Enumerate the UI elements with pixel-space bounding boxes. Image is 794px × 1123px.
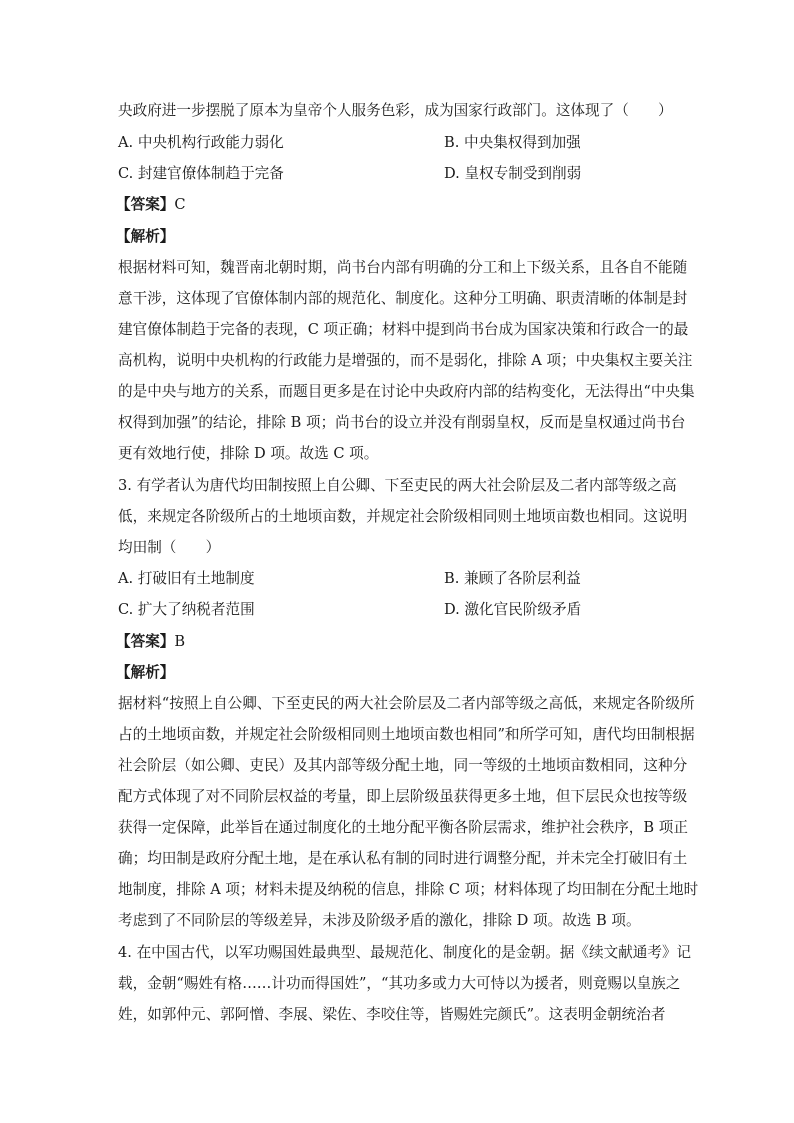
- q3-option-d: D. 激化官民阶级矛盾: [444, 601, 582, 618]
- q3-analysis-line: 配方式体现了对不同阶层权益的考量，即上层阶级虽获得更多土地，但下层民众也按等级: [118, 788, 688, 805]
- q2-option-b: B. 中央集权得到加强: [444, 134, 581, 151]
- q3-analysis-tag: 【解析】: [116, 664, 175, 681]
- q4-stem-line: 载，金朝“赐姓有格……计功而得国姓”，“其功多或力大可恃以为援者，则竟赐以皇族之: [118, 975, 681, 992]
- q2-analysis-line: 权得到加强”的结论，排除 B 项；尚书台的设立并没有削弱皇权，反而是皇权通过尚书台: [118, 414, 686, 431]
- q2-analysis-line: 意干涉，这体现了官僚体制内部的规范化、制度化。这种分工明确、职责清晰的体制是封: [118, 290, 688, 307]
- q2-analysis-line: 的是中央与地方的关系，而题目更多是在讨论中央政府内部的结构变化，无法得出“中央集: [118, 383, 695, 400]
- answer-value: B: [174, 633, 186, 650]
- answer-tag: 【答案】: [116, 196, 175, 213]
- q4-stem-line: 4. 在中国古代，以军功赐国姓最典型、最规范化、制度化的是金朝。据《续文献通考》记: [118, 944, 692, 961]
- q3-answer: [116, 632, 185, 652]
- q2-option-d: D. 皇权专制受到削弱: [444, 165, 582, 182]
- q2-analysis-tag: 【解析】: [116, 228, 175, 245]
- q2-answer: [116, 195, 186, 215]
- q3-stem-line: 3. 有学者认为唐代均田制按照上自公卿、下至吏民的两大社会阶层及二者内部等级之高: [118, 477, 677, 494]
- q3-option-a: A. 打破旧有土地制度: [118, 570, 255, 587]
- q3-analysis-line: 确；均田制是政府分配土地，是在承认私有制的同时进行调整分配，并未完全打破旧有土: [118, 850, 688, 867]
- q3-analysis-line: 获得一定保障，此举旨在通过制度化的土地分配平衡各阶层需求，维护社会秩序，B 项正: [118, 819, 688, 836]
- q2-stem-tail: 央政府进一步摆脱了原本为皇帝个人服务色彩，成为国家行政部门。这体现了（ ）: [118, 102, 673, 119]
- q2-option-c: C. 封建官僚体制趋于完备: [118, 165, 284, 182]
- q2-analysis-line: 根据材料可知，魏晋南北朝时期，尚书台内部有明确的分工和上下级关系，且各自不能随: [118, 259, 688, 276]
- q3-option-c: C. 扩大了纳税者范围: [118, 601, 255, 618]
- q2-analysis-line: 建官僚体制趋于完备的表现，C 项正确；材料中提到尚书台成为国家决策和行政合一的最: [118, 321, 689, 338]
- q2-analysis-line: 更有效地行使，排除 D 项。故选 C 项。: [118, 445, 379, 462]
- q3-stem-line: 均田制（ ）: [118, 539, 221, 556]
- answer-value: C: [174, 196, 186, 213]
- q2-option-a: A. 中央机构行政能力弱化: [118, 134, 284, 151]
- q3-stem-line: 低，来规定各阶级所占的土地顷亩数，并规定社会阶级相同则土地顷亩数也相同。这说明: [118, 508, 688, 525]
- q3-analysis-line: 占的土地顷亩数，并规定社会阶级相同则土地顷亩数也相同”和所学可知，唐代均田制根据: [118, 726, 695, 743]
- q2-analysis-line: 高机构，说明中央机构的行政能力是增强的，而不是弱化，排除 A 项；中央集权主要关注: [118, 352, 693, 369]
- q3-analysis-line: 据材料“按照上自公卿、下至吏民的两大社会阶层及二者内部等级之高低，来规定各阶级所: [118, 695, 695, 712]
- q3-option-b: B. 兼顾了各阶层利益: [444, 570, 581, 587]
- q4-stem-line: 姓，如郭仲元、郭阿憎、李展、梁佐、李咬住等，皆赐姓完颜氏”。这表明金朝统治者: [118, 1006, 666, 1023]
- q3-analysis-line: 地制度，排除 A 项；材料未提及纳税的信息，排除 C 项；材料体现了均田制在分配土地时: [118, 881, 699, 898]
- q3-analysis-line: 社会阶层（如公卿、吏民）及其内部等级分配土地，同一等级的土地顷亩数相同，这种分: [118, 757, 688, 774]
- answer-tag: 【答案】: [116, 633, 175, 650]
- q3-analysis-line: 考虑到了不同阶层的等级差异，未涉及阶级矛盾的激化，排除 D 项。故选 B 项。: [118, 912, 641, 929]
